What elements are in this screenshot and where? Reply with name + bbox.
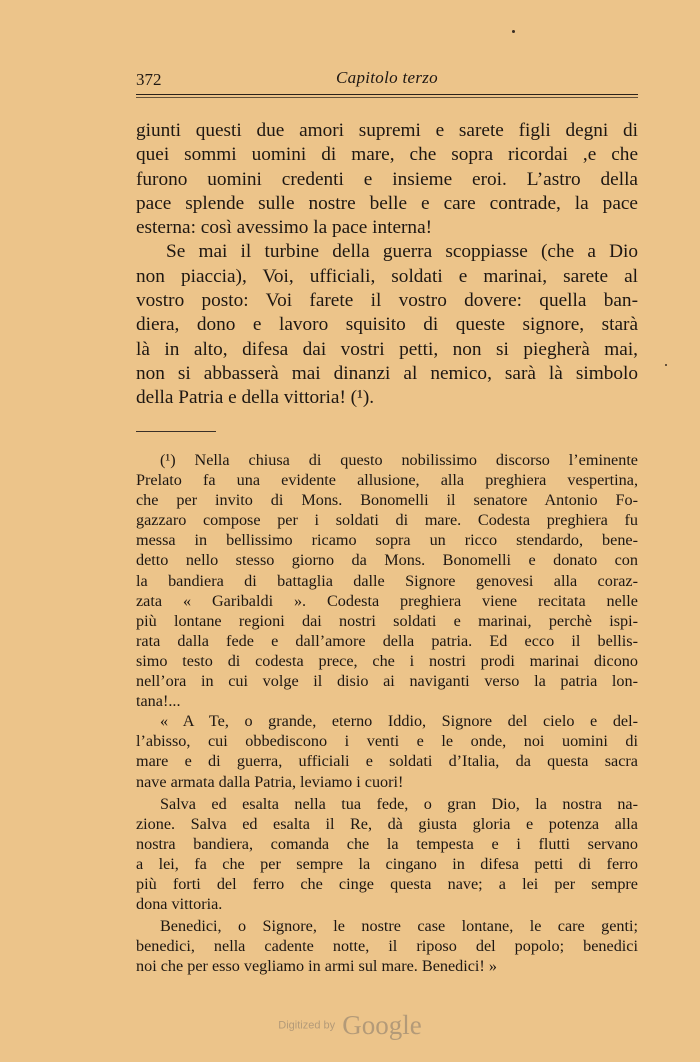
footnote-line: Benedici, o Signore, le nostre case lontane, le care genti; xyxy=(160,917,638,936)
header-rule-secondary xyxy=(136,97,638,98)
text-line: non piaccia), Voi, ufficiali, soldati e marinai, sarete al xyxy=(136,265,638,287)
footnote-line: messa in bellissimo ricamo sopra un ricco stendardo, bene- xyxy=(136,531,638,550)
footnote xyxy=(136,450,638,976)
footnote-line: noi che per esso vegliamo in armi sul mare. Benedici! » xyxy=(136,957,497,976)
footnote-line: benedici, nella cadente notte, il riposo del popolo; benedici xyxy=(136,937,638,956)
footnote-line: zione. Salva ed esalta il Re, dà giusta gloria e potenza alla xyxy=(136,814,638,833)
text-line: vostro posto: Voi farete il vostro dovere: quella ban- xyxy=(136,290,638,312)
footnote-line: zata « Garibaldi ». Codesta preghiera viene recitata nelle xyxy=(136,591,638,610)
footnote-line: che per invito di Mons. Bonomelli il senatore Antonio Fo- xyxy=(136,491,638,510)
footnote-line: più forti del ferro che cinge questa nave; a lei per sempre xyxy=(136,874,638,893)
footnote-line: nave armata dalla Patria, leviamo i cuori! xyxy=(136,772,404,791)
main-text xyxy=(136,119,638,411)
footnote-line: gazzaro compose per i soldati di mare. Codesta preghiera fu xyxy=(136,511,638,530)
footnote-line: detto nello stesso giorno da Mons. Bonomelli e donato con xyxy=(136,551,638,570)
footnote-line: simo testo di codesta prece, che i nostri prodi marinai dicono xyxy=(136,651,638,670)
footnote-line: (¹) Nella chiusa di questo nobilissimo discorso l’eminente xyxy=(160,451,638,469)
text-line: della Patria e della vittoria! (¹). xyxy=(136,387,375,409)
text-line: non si abbasserà mai dinanzi al nemico, sarà là simbolo xyxy=(136,362,638,384)
text-line: giunti questi due amori supremi e sarete figli degni di xyxy=(136,120,638,141)
page-number: 372 xyxy=(136,70,162,89)
text-line: Se mai il turbine della guerra scoppiasse (che a Dio xyxy=(166,241,638,263)
footnote-line: dona vittoria. xyxy=(136,895,223,914)
footnote-line: « A Te, o grande, eterno Iddio, Signore del cielo e del- xyxy=(160,712,638,731)
footnote-line: l’abisso, cui obbediscono i venti e le onde, noi uomini di xyxy=(136,732,638,751)
footnote-line: Prelato fa una evidente allusione, alla preghiera vespertina, xyxy=(136,471,638,490)
paper-speck xyxy=(512,30,515,33)
page-header xyxy=(136,66,638,92)
text-line: esterna: così avessimo la pace interna! xyxy=(136,217,433,239)
footnote-line: la bandiera di battaglia dalle Signore genovesi alla coraz- xyxy=(136,571,638,590)
footnote-line: nell’ora in cui volge il disio ai naviganti verso la patria lon- xyxy=(136,672,638,691)
footnote-line: a lei, fa che per sempre la cingano in difesa petti di ferro xyxy=(136,854,638,873)
footnote-line: tana!... xyxy=(136,692,181,711)
digitized-watermark xyxy=(0,1010,700,1041)
google-logo: Google xyxy=(342,1010,422,1040)
footnote-line: nostra bandiera, comanda che la tempesta e i flutti servano xyxy=(136,834,638,853)
watermark-digitized-text: Digitized by xyxy=(278,1019,336,1032)
text-line: pace splende sulle nostre belle e care contrade, la pace xyxy=(136,192,638,214)
text-line: quei sommi uomini di mare, che sopra ricordai ,e che xyxy=(136,144,638,166)
footnote-line: Salva ed esalta nella tua fede, o gran Dio, la nostra na- xyxy=(160,794,638,813)
footnote-separator xyxy=(136,431,216,432)
paper-speck xyxy=(665,364,667,366)
footnote-line: rata dalla fede e dall’amore della patria. Ed ecco il bellis- xyxy=(136,631,638,650)
running-head: Capitolo terzo xyxy=(336,68,438,87)
footnote-line: più lontane regioni dai nostri soldati e marinai, perchè ispi- xyxy=(136,611,638,630)
text-line: furono uomini credenti e insieme eroi. L’astro della xyxy=(136,168,638,190)
text-line: là in alto, difesa dai vostri petti, non si piegherà mai, xyxy=(136,338,638,360)
header-rule xyxy=(136,94,638,95)
text-line: diera, dono e lavoro squisito di queste signore, starà xyxy=(136,314,638,336)
footnote-line: mare e di guerra, ufficiali e soldati d’Italia, da questa sacra xyxy=(136,752,638,771)
